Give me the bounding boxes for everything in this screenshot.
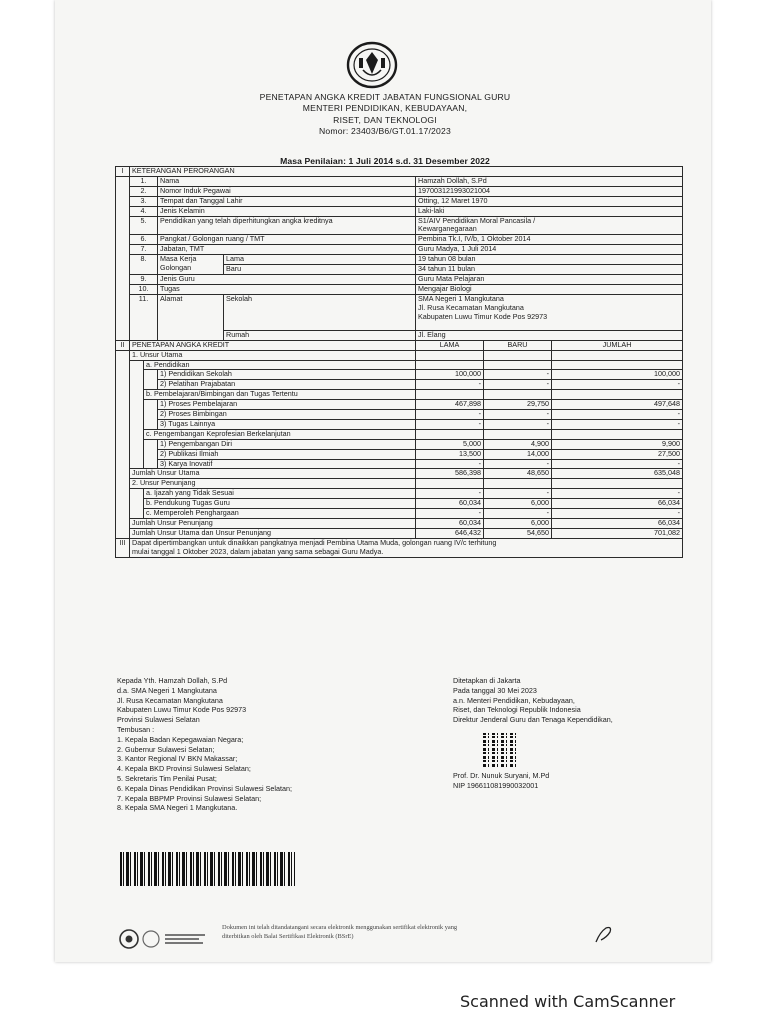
barcode-icon [120, 852, 295, 886]
document-title [175, 92, 595, 138]
cc-item: 5. Sekretaris Tim Penilai Pusat; [117, 773, 217, 783]
recommendation-line-2: mulai tanggal 1 Oktober 2023, dalam jabatan yang sama sebagai Guru Madya. [132, 546, 384, 556]
table-row [116, 439, 683, 449]
value-baru: - [484, 459, 552, 469]
row-value: Otting, 12 Maret 1970 [416, 196, 683, 206]
value-baru: 6,000 [484, 499, 552, 509]
alamat-sekolah-value [416, 294, 683, 330]
value-baru: - [484, 489, 552, 499]
table-row [116, 449, 683, 459]
table-row [116, 459, 683, 469]
document-number: Nomor: 23403/B6/GT.01.17/2023 [319, 126, 451, 137]
value-lama: 13,500 [416, 449, 484, 459]
pkb-label: c. Pengembangan Keprofesian Berkelanjutan [144, 429, 416, 439]
signatory-line: Pada tanggal 30 Mei 2023 [453, 685, 537, 695]
cc-item: 4. Kepala BKD Provinsi Sulawesi Selatan; [117, 764, 251, 774]
value-jumlah: 66,034 [552, 519, 683, 529]
value-lama: 467,898 [416, 400, 484, 410]
education-line-2: Kewarganegaraan [418, 224, 477, 234]
table-row [116, 410, 683, 420]
table-row [116, 390, 683, 400]
education-line-1: S1/AIV Pendidikan Moral Pancasila / [418, 216, 536, 225]
signatory-nip: NIP 196611081990032001 [453, 780, 539, 790]
table-row [116, 519, 683, 529]
table-row [116, 350, 683, 360]
masa-kerja-lama-value: 19 tahun 08 bulan [416, 255, 683, 265]
value-lama: - [416, 459, 484, 469]
row-number: 5. [130, 216, 158, 235]
item-label: 2) Pelatihan Prajabatan [158, 380, 416, 390]
cc-item: 2. Gubernur Sulawesi Selatan; [117, 744, 215, 754]
handwritten-mark-icon [592, 924, 618, 944]
value-jumlah: - [552, 509, 683, 519]
alamat-rumah-value: Jl. Elang [416, 330, 683, 340]
recipient-line: Kabupaten Luwu Timur Kode Pos 92973 [117, 705, 247, 715]
value-jumlah: - [552, 419, 683, 429]
row-number: 6. [130, 235, 158, 245]
cc-item: 1. Kepala Badan Kepegawaian Negara; [117, 734, 244, 744]
column-header-jumlah: JUMLAH [552, 340, 683, 350]
tut-wuri-handayani-emblem-icon [345, 40, 399, 90]
value-jumlah: 66,034 [552, 499, 683, 509]
value-lama: 60,034 [416, 519, 484, 529]
document-sheet [55, 0, 711, 962]
item-label: 3) Karya Inovatif [158, 459, 416, 469]
value-baru: 48,650 [484, 469, 552, 479]
credit-table [115, 166, 683, 558]
row-number: 4. [130, 206, 158, 216]
value-lama: - [416, 509, 484, 519]
value-baru: - [484, 410, 552, 420]
table-row [116, 489, 683, 499]
row-number: 11. [130, 294, 158, 340]
signatory-line: Direktur Jenderal Guru dan Tenaga Kependidikan, [453, 715, 613, 725]
table-row [116, 400, 683, 410]
value-jumlah: 497,648 [552, 400, 683, 410]
value-baru: 14,000 [484, 449, 552, 459]
pendidikan-label: a. Pendidikan [144, 360, 416, 370]
value-lama: 646,432 [416, 528, 484, 538]
table-row [116, 499, 683, 509]
row-number: 9. [130, 274, 158, 284]
qr-code-icon [483, 733, 517, 767]
item-label: 2) Publikasi Ilmiah [158, 449, 416, 459]
masa-kerja-lama-label: Lama [224, 255, 416, 265]
bsre-logos-icon [118, 928, 208, 950]
title-line-3: RISET, DAN TEKNOLOGI [333, 114, 437, 125]
row-value: Laki-laki [416, 206, 683, 216]
recommendation-line-1: Dapat dipertimbangkan untuk dinaikkan pangkatnya menjadi Pembina Utama Muda, golongan ruang IV/c terhitung [132, 538, 497, 547]
table-row [116, 469, 683, 479]
row-value: Pembina Tk.I, IV/b, 1 Oktober 2014 [416, 235, 683, 245]
value-jumlah: 100,000 [552, 370, 683, 380]
row-label: Tugas [158, 284, 416, 294]
section-3-row [116, 538, 683, 557]
item-label: 1) Proses Pembelajaran [158, 400, 416, 410]
value-jumlah: 635,048 [552, 469, 683, 479]
section-2-number: II [116, 340, 130, 350]
value-baru: 4,900 [484, 439, 552, 449]
table-row [116, 509, 683, 519]
row-value: 197003121993021004 [416, 186, 683, 196]
section-2-title: PENETAPAN ANGKA KREDIT [130, 340, 416, 350]
item-label: c. Memperoleh Penghargaan [144, 509, 416, 519]
value-lama: - [416, 380, 484, 390]
table-row [116, 419, 683, 429]
pembelajaran-label: b. Pembelajaran/Bimbingan dan Tugas Tertentu [144, 390, 416, 400]
subtotal-label: Jumlah Unsur Penunjang [130, 519, 416, 529]
cc-item: 7. Kepala BBPMP Provinsi Sulawesi Selatan; [117, 793, 262, 803]
signatory-line: Ditetapkan di Jakarta [453, 676, 521, 685]
value-baru: 29,750 [484, 400, 552, 410]
unsur-utama-label: 1. Unsur Utama [130, 350, 416, 360]
assessment-period: Masa Penilaian: 1 Juli 2014 s.d. 31 Desember 2022 [280, 156, 490, 166]
table-row [116, 186, 683, 196]
value-lama: - [416, 489, 484, 499]
subtotal-label: Jumlah Unsur Utama [130, 469, 416, 479]
cc-item: 6. Kepala Dinas Pendidikan Provinsi Sulawesi Selatan; [117, 783, 292, 793]
row-number: 2. [130, 186, 158, 196]
value-jumlah: - [552, 489, 683, 499]
value-baru: 54,650 [484, 528, 552, 538]
value-jumlah: 9,900 [552, 439, 683, 449]
table-row [116, 294, 683, 330]
row-number: 10. [130, 284, 158, 294]
row-label: Jabatan, TMT [158, 245, 416, 255]
row-value [416, 216, 683, 235]
masa-kerja-baru-value: 34 tahun 11 bulan [416, 265, 683, 275]
section-1-title: KETERANGAN PERORANGAN [130, 167, 683, 177]
table-row [116, 479, 683, 489]
item-label: 2) Proses Bimbingan [158, 410, 416, 420]
school-address-line-3: Kabupaten Luwu Timur Kode Pos 92973 [418, 311, 548, 321]
table-row [116, 176, 683, 186]
recipient-line: d.a. SMA Negeri 1 Mangkutana [117, 685, 217, 695]
masa-kerja-baru-label: Baru [224, 265, 416, 275]
title-line-2: MENTERI PENDIDIKAN, KEBUDAYAAN, [302, 103, 468, 114]
value-jumlah: - [552, 410, 683, 420]
value-lama: - [416, 419, 484, 429]
signatory-block [453, 676, 693, 791]
table-row [116, 206, 683, 216]
signatory-name: Prof. Dr. Nunuk Suryani, M.Pd [453, 770, 550, 780]
row-number: 3. [130, 196, 158, 206]
row-label: Jenis Kelamin [158, 206, 416, 216]
item-label: b. Pendukung Tugas Guru [144, 499, 416, 509]
masa-kerja-label-1: Masa Kerja [160, 254, 197, 264]
row-number: 8. [130, 255, 158, 275]
school-address-line-1: SMA Negeri 1 Mangkutana [418, 294, 504, 303]
table-row [116, 528, 683, 538]
table-row [116, 360, 683, 370]
value-jumlah: 701,082 [552, 528, 683, 538]
section-1-header [116, 167, 683, 177]
value-baru: 6,000 [484, 519, 552, 529]
recipient-line: Provinsi Sulawesi Selatan [117, 715, 200, 725]
section-2-header [116, 340, 683, 350]
table-row [116, 235, 683, 245]
total-label: Jumlah Unsur Utama dan Unsur Penunjang [130, 528, 416, 538]
table-row [116, 196, 683, 206]
signatory-line: Riset, dan Teknologi Republik Indonesia [453, 705, 581, 715]
title-line-1: PENETAPAN ANGKA KREDIT JABATAN FUNGSIONAL GURU [259, 92, 511, 102]
table-row [116, 255, 683, 265]
row-label: Pendidikan yang telah diperhitungkan angka kreditnya [158, 216, 416, 235]
column-header-lama: LAMA [416, 340, 484, 350]
row-label: Tempat dan Tanggal Lahir [158, 196, 416, 206]
recipient-line: Kepada Yth. Hamzah Dollah, S.Pd [117, 676, 228, 685]
table-row [116, 216, 683, 235]
item-label: 1) Pengembangan Diri [158, 439, 416, 449]
row-label: Pangkat / Golongan ruang / TMT [158, 235, 416, 245]
section-1-number: I [116, 167, 130, 177]
column-header-baru: BARU [484, 340, 552, 350]
row-value: Mengajar Biologi [416, 284, 683, 294]
value-lama: 100,000 [416, 370, 484, 380]
value-baru: - [484, 370, 552, 380]
section-3-text [130, 538, 683, 557]
row-number: 1. [130, 176, 158, 186]
table-row [116, 380, 683, 390]
notice-line-1: Dokumen ini telah ditandatangani secara elektronik menggunakan sertifikat elektronik yang [222, 924, 458, 931]
row-label: Nama [158, 176, 416, 186]
value-jumlah: - [552, 380, 683, 390]
value-baru: - [484, 380, 552, 390]
value-jumlah: - [552, 459, 683, 469]
value-baru: - [484, 419, 552, 429]
table-row [116, 429, 683, 439]
notice-line-2: diterbitkan oleh Balai Sertifikasi Elektronik (BSrE) [222, 932, 354, 940]
row-number: 7. [130, 245, 158, 255]
recipient-line: Jl. Rusa Kecamatan Mangkutana [117, 695, 223, 705]
table-row [116, 370, 683, 380]
school-address-line-2: Jl. Rusa Kecamatan Mangkutana [418, 302, 524, 312]
alamat-sekolah-label: Sekolah [224, 294, 416, 330]
cc-item: 3. Kantor Regional IV BKN Makassar; [117, 754, 238, 764]
value-lama: 5,000 [416, 439, 484, 449]
item-label: 3) Tugas Lainnya [158, 419, 416, 429]
section-3-number: III [116, 538, 130, 557]
recipient-block [117, 676, 447, 813]
camscanner-watermark: Scanned with CamScanner [460, 992, 676, 1011]
table-row [116, 245, 683, 255]
row-label: Jenis Guru [158, 274, 416, 284]
value-baru: - [484, 509, 552, 519]
item-label: a. Ijazah yang Tidak Sesuai [144, 489, 416, 499]
electronic-signature-notice [222, 924, 562, 941]
item-label: 1) Pendidikan Sekolah [158, 370, 416, 380]
cc-heading: Tembusan : [117, 724, 155, 734]
value-lama: 586,398 [416, 469, 484, 479]
alamat-label: Alamat [158, 294, 224, 340]
table-row [116, 274, 683, 284]
value-lama: 60,034 [416, 499, 484, 509]
row-label: Nomor Induk Pegawai [158, 186, 416, 196]
table-row [116, 284, 683, 294]
cc-item: 8. Kepala SMA Negeri 1 Mangkutana. [117, 803, 238, 813]
value-jumlah: 27,500 [552, 449, 683, 459]
signatory-line: a.n. Menteri Pendidikan, Kebudayaan, [453, 695, 575, 705]
row-value: Hamzah Dollah, S.Pd [416, 176, 683, 186]
row-value: Guru Madya, 1 Juli 2014 [416, 245, 683, 255]
value-lama: - [416, 410, 484, 420]
alamat-rumah-label: Rumah [224, 330, 416, 340]
row-value: Guru Mata Pelajaran [416, 274, 683, 284]
masa-kerja-label [158, 255, 224, 275]
unsur-penunjang-label: 2. Unsur Penunjang [130, 479, 416, 489]
masa-kerja-label-2: Golongan [160, 263, 192, 273]
